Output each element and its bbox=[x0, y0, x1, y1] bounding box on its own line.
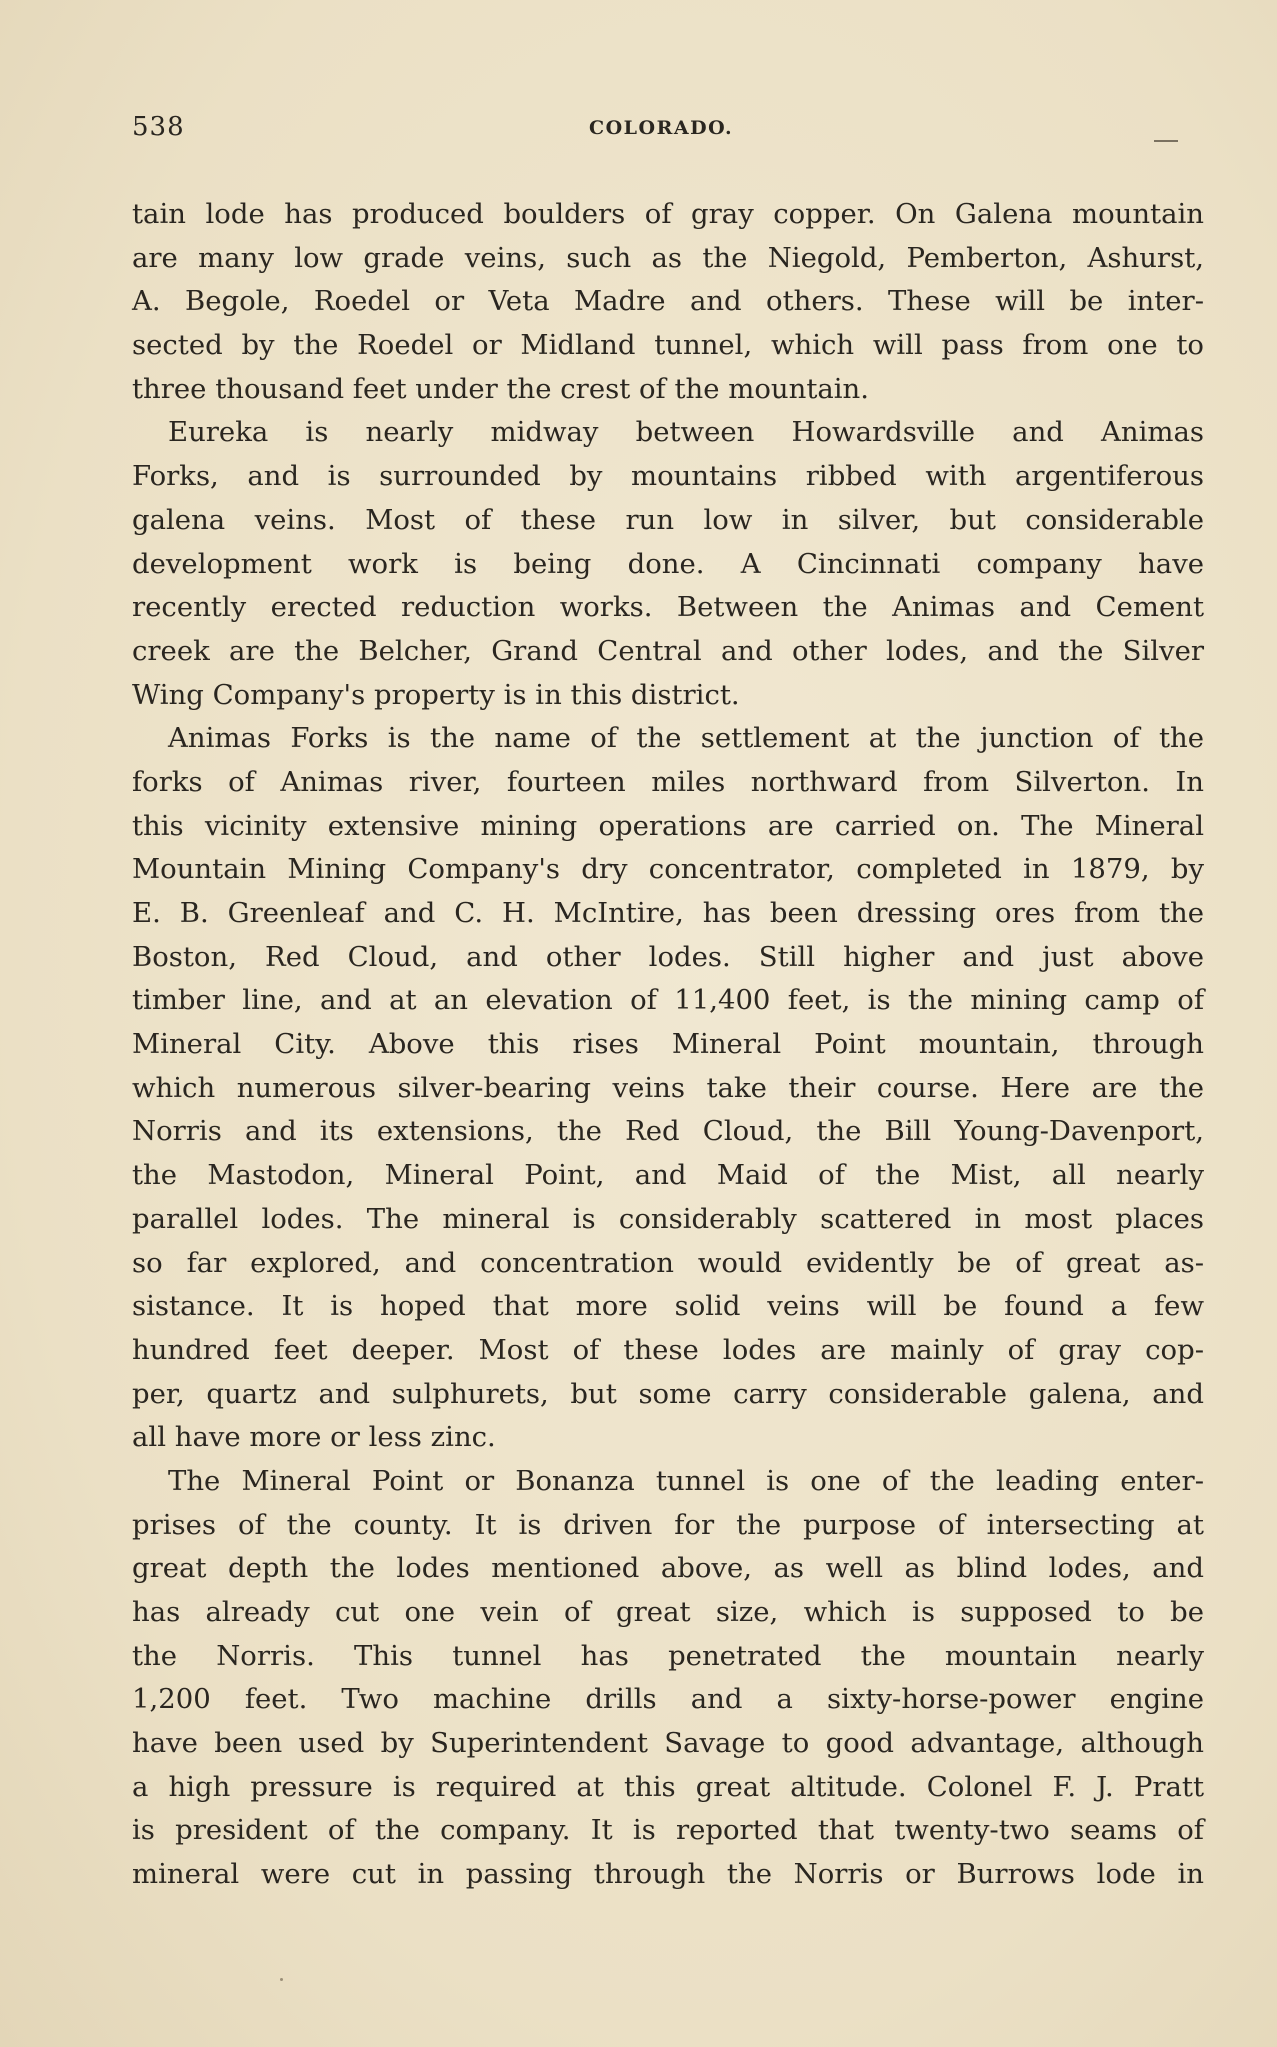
text-line: has already cut one vein of great size, which is supposed to be bbox=[132, 1596, 1204, 1628]
text-line: sected by the Roedel or Midland tunnel, which will pass from one to bbox=[132, 329, 1204, 362]
text-line: Wing Company's property is in this district. bbox=[132, 678, 740, 711]
text-line: sistance. It is hoped that more solid veins will be found a few bbox=[132, 1290, 1204, 1323]
text-line: 1,200 feet. Two machine drills and a sixty-horse-power engine bbox=[132, 1683, 1204, 1716]
text-line: per, quartz and sulphurets, but some carry considerable galena, and bbox=[132, 1377, 1204, 1410]
text-line: so far explored, and concentration would evidently be of great as- bbox=[132, 1246, 1204, 1279]
text-line: timber line, and at an elevation of 11,400 feet, is the mining camp of bbox=[132, 984, 1204, 1017]
text-line: Boston, Red Cloud, and other lodes. Still higher and just above bbox=[132, 940, 1204, 973]
text-line: creek are the Belcher, Grand Central and other lodes, and the Silver bbox=[132, 634, 1204, 667]
text-line: Mineral City. Above this rises Mineral Point mountain, through bbox=[132, 1028, 1204, 1061]
page-header bbox=[132, 112, 1202, 152]
page-number: 538 bbox=[132, 112, 185, 142]
paragraph-start-line: Animas Forks is the name of the settlement at the junction of the bbox=[168, 722, 1204, 755]
text-line: the Mastodon, Mineral Point, and Maid of the Mist, all nearly bbox=[132, 1159, 1204, 1192]
text-line: Norris and its extensions, the Red Cloud, the Bill Young-Davenport, bbox=[132, 1115, 1204, 1148]
text-line: is president of the company. It is reported that twenty-two seams of bbox=[132, 1814, 1204, 1847]
paper-speck bbox=[280, 1978, 283, 1981]
text-line: are many low grade veins, such as the Niegold, Pemberton, Ashurst, bbox=[132, 241, 1204, 274]
body-text bbox=[132, 193, 1204, 1897]
text-line: forks of Animas river, fourteen miles northward from Silverton. In bbox=[132, 765, 1204, 798]
paragraph-start-line: Eureka is nearly midway between Howardsville and Animas bbox=[168, 416, 1204, 449]
text-line: the Norris. This tunnel has penetrated the mountain nearly bbox=[132, 1639, 1204, 1672]
text-line: hundred feet deeper. Most of these lodes are mainly of gray cop- bbox=[132, 1333, 1204, 1366]
text-line: three thousand feet under the crest of the mountain. bbox=[132, 372, 870, 405]
text-line: this vicinity extensive mining operations are carried on. The Mineral bbox=[132, 809, 1204, 842]
text-line: great depth the lodes mentioned above, as well as blind lodes, and bbox=[132, 1552, 1204, 1585]
text-line: recently erected reduction works. Between the Animas and Cement bbox=[132, 591, 1204, 624]
text-line: parallel lodes. The mineral is considerably scattered in most places bbox=[132, 1202, 1204, 1235]
text-line: Mountain Mining Company's dry concentrator, completed in 1879, by bbox=[132, 853, 1204, 886]
text-line: E. B. Greenleaf and C. H. McIntire, has been dressing ores from the bbox=[132, 897, 1204, 929]
text-line: A. Begole, Roedel or Veta Madre and others. These will be inter- bbox=[132, 285, 1204, 318]
text-line: galena veins. Most of these run low in silver, but considerable bbox=[132, 503, 1204, 536]
text-line: mineral were cut in passing through the Norris or Burrows lode in bbox=[132, 1858, 1204, 1891]
paragraph-start-line: The Mineral Point or Bonanza tunnel is one of the leading enter- bbox=[168, 1464, 1204, 1497]
text-line: tain lode has produced boulders of gray copper. On Galena mountain bbox=[132, 198, 1204, 230]
text-line: all have more or less zinc. bbox=[132, 1421, 496, 1454]
text-line: prises of the county. It is driven for the purpose of intersecting at bbox=[132, 1508, 1204, 1541]
text-line: Forks, and is surrounded by mountains ribbed with argentiferous bbox=[132, 460, 1204, 493]
text-line: development work is being done. A Cincinnati company have bbox=[132, 547, 1204, 580]
text-line: a high pressure is required at this great altitude. Colonel F. J. Pratt bbox=[132, 1770, 1204, 1803]
text-line: have been used by Superintendent Savage to good advantage, although bbox=[132, 1727, 1204, 1760]
text-line: which numerous silver-bearing veins take their course. Here are the bbox=[132, 1071, 1204, 1104]
header-ornament bbox=[1154, 140, 1178, 142]
running-title: COLORADO. bbox=[589, 117, 734, 139]
